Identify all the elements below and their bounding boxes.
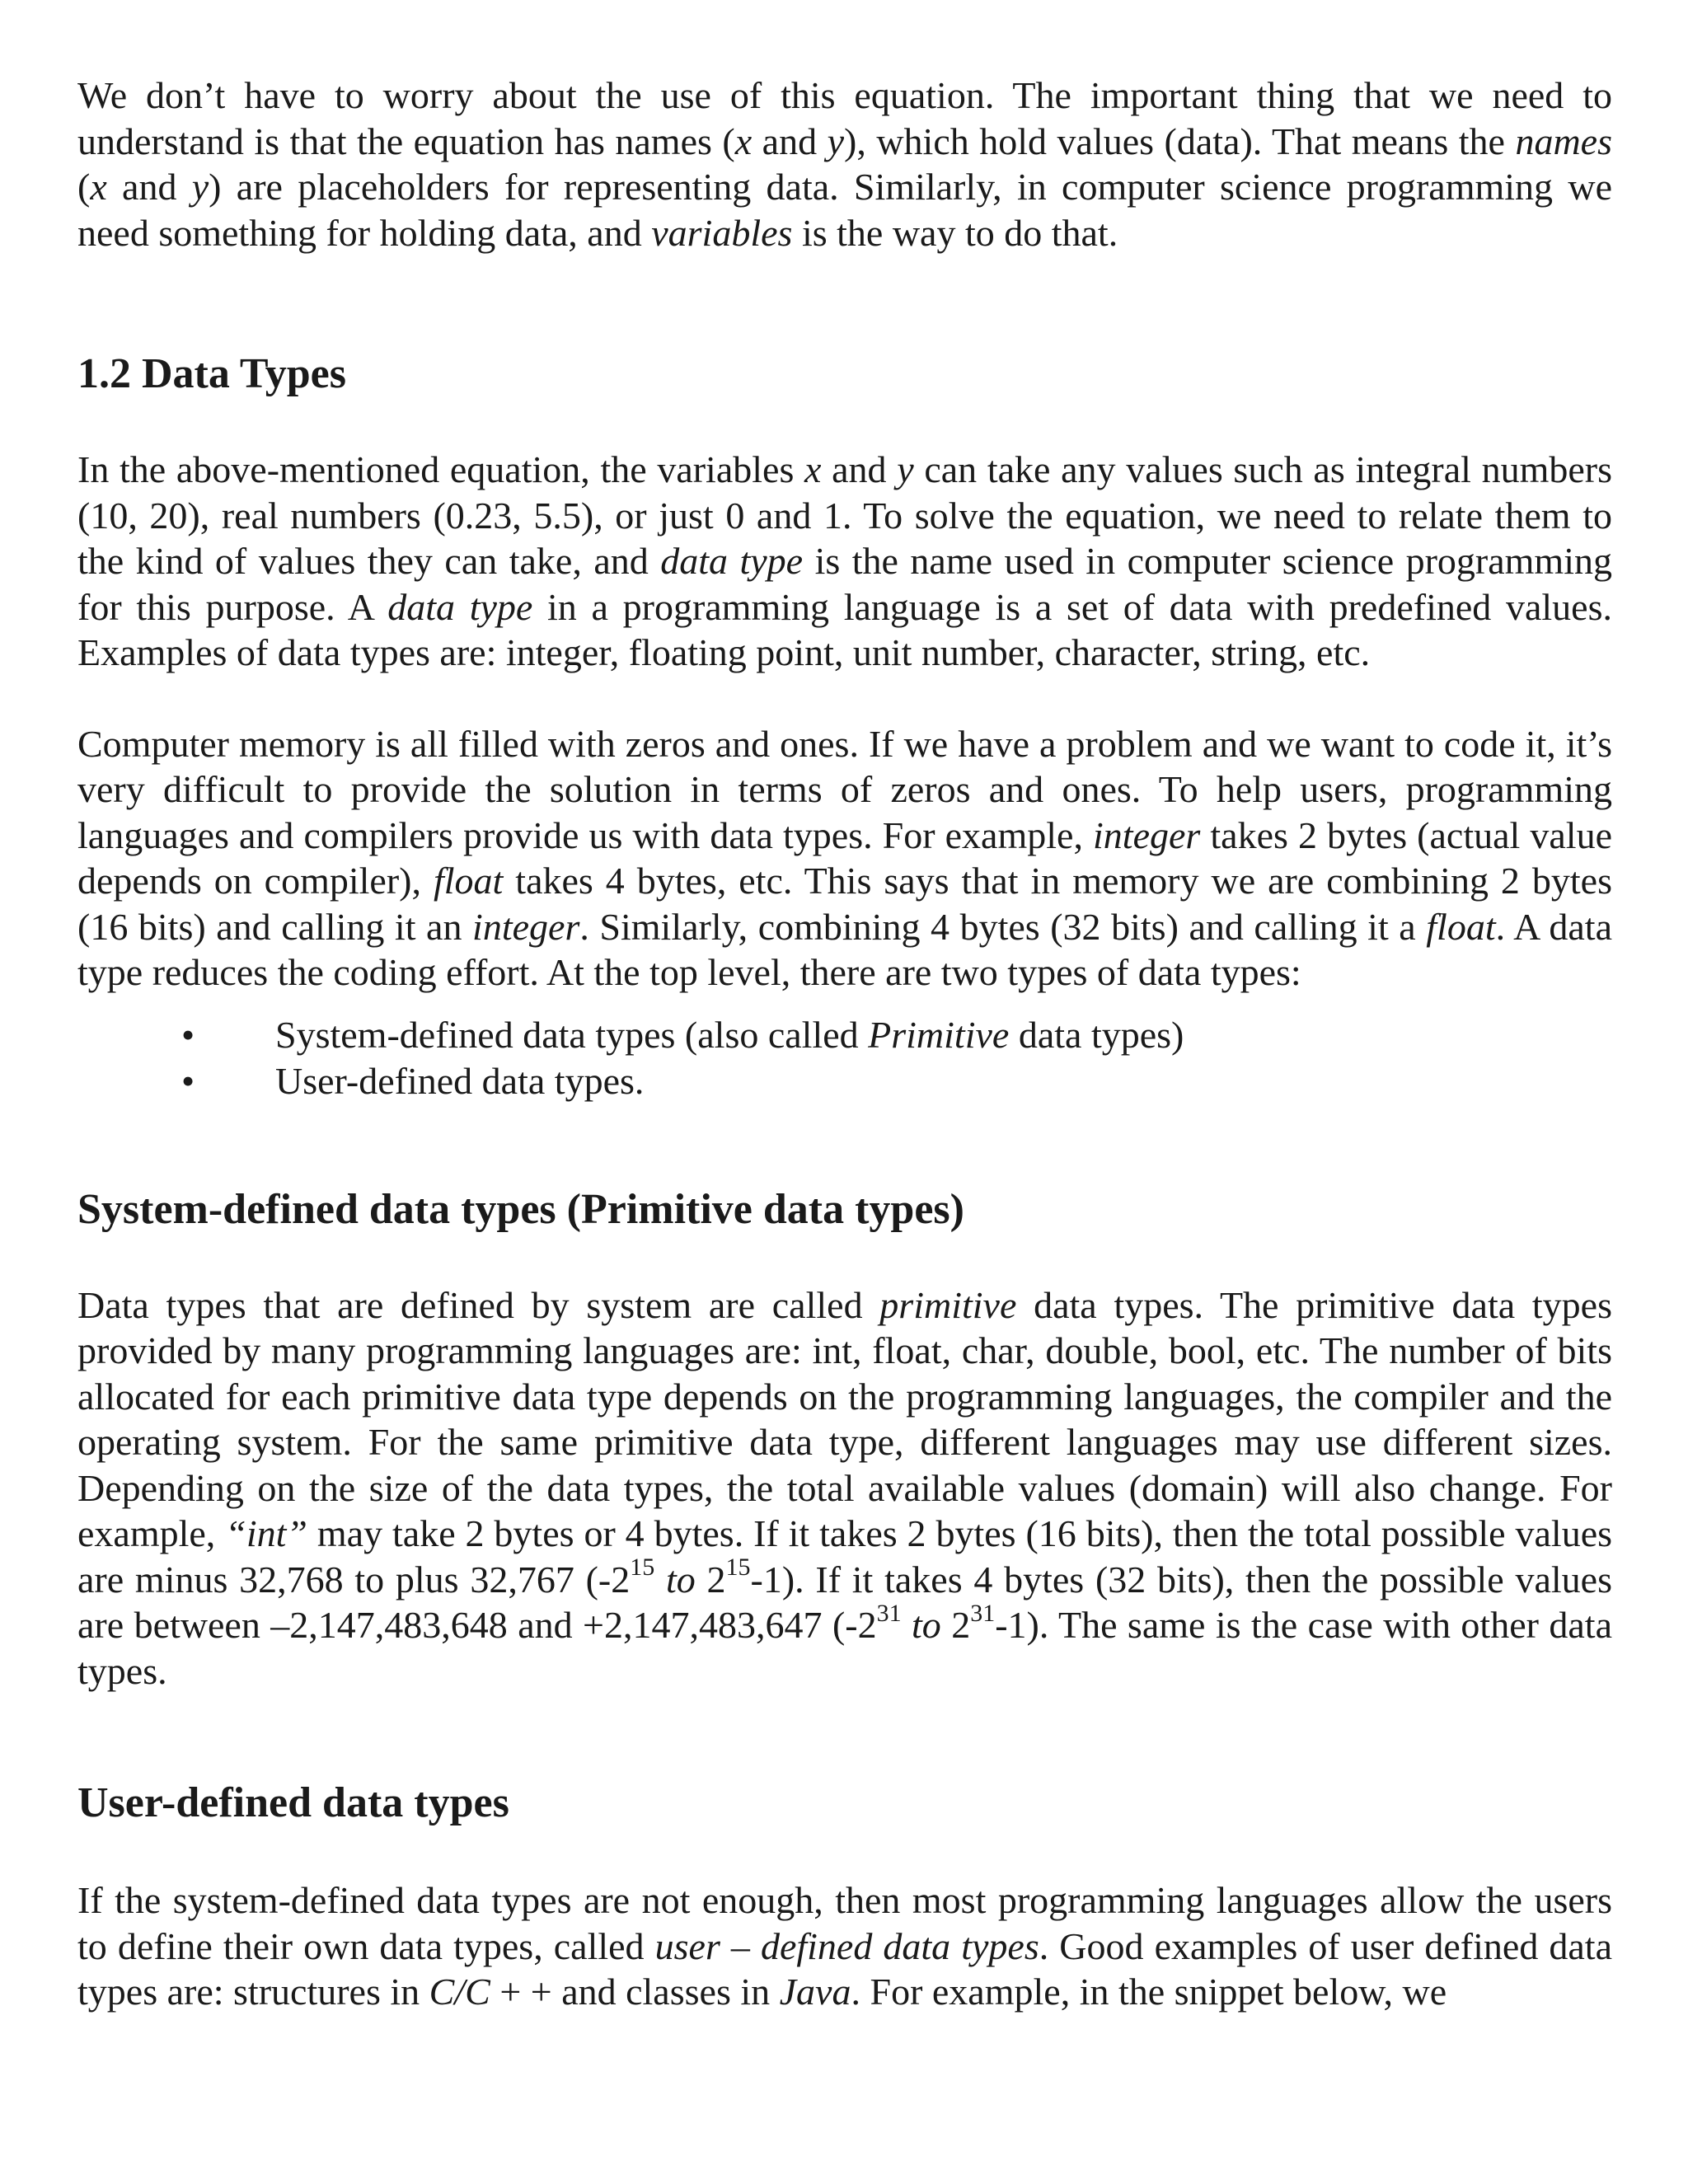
text: 2 — [940, 1604, 971, 1646]
italic-term: integer — [1093, 813, 1201, 856]
italic-term: x — [804, 448, 822, 490]
data-types-bullet-list — [77, 1012, 1612, 1104]
text: User-defined data types. — [275, 1059, 645, 1102]
exponent: 15 — [725, 1554, 751, 1582]
text: + + and classes in — [490, 1971, 780, 2013]
text: System-defined data types (also called — [275, 1013, 869, 1056]
text: may take 2 bytes or 4 bytes. If it takes 2 bytes (16 bits), then the total possible values are minus 32,768 to plus 32,767 (-2 — [77, 1512, 1613, 1601]
paragraph-computer-memory — [77, 721, 1612, 996]
text: can take any values such as integral numbers (10, 20), real numbers (0.23, 5.5), or just 0 and 1. To solve the equation, we need to relate them to the kind of values they can take, and — [77, 448, 1612, 582]
italic-term: names — [1515, 120, 1612, 162]
text: -1). If it takes 4 bytes (32 bits), then the possible values are between –2,147,483,648 and +2,147,483,647 (-2 — [77, 1558, 1612, 1646]
bullet-icon: • — [181, 1059, 195, 1102]
paragraph-user-defined — [77, 1877, 1612, 2015]
italic-term: x — [734, 120, 753, 162]
text: takes 2 bytes (actual value depends on compiler), — [77, 813, 1612, 902]
section-heading-system-defined: System-defined data types (Primitive data types) — [77, 1185, 964, 1233]
document-page — [77, 73, 1612, 2015]
italic-term: float — [1426, 905, 1496, 948]
paragraph-variables-intro — [77, 73, 1612, 255]
text: In the above-mentioned equation, the variables — [77, 448, 805, 490]
italic-term: y — [897, 448, 914, 490]
italic-term: user – defined data types — [654, 1924, 1039, 1967]
italic-term: float — [433, 860, 504, 902]
list-item — [77, 1012, 1612, 1058]
text: We don’t have to worry about the use of this equation. The important thing that we need to understand is that the equation has names ( — [77, 74, 1612, 162]
italic-term: “int” — [225, 1512, 307, 1554]
paragraph-data-types — [77, 447, 1612, 676]
italic-term: to — [901, 1604, 941, 1646]
text: data types) — [1009, 1013, 1184, 1056]
italic-term: integer — [472, 905, 580, 948]
text: takes 4 bytes, etc. This says that in memory we are combining 2 bytes (16 bits) and calling it an — [77, 860, 1612, 948]
text: and — [821, 448, 898, 490]
italic-term: variables — [651, 211, 793, 254]
italic-term: to — [654, 1558, 696, 1601]
text: in a programming language is a set of data with predefined values. Examples of data types are: integer, floating point, unit number, character, string, etc. — [77, 585, 1612, 673]
italic-term: y — [191, 166, 209, 208]
italic-term: x — [90, 166, 107, 208]
text: Computer memory is all filled with zeros and ones. If we have a problem and we want to code it, it’s very difficult to provide the solution in terms of zeros and ones. To help users, programming languages and compilers provide us with data types. For example, — [77, 722, 1612, 856]
exponent: 15 — [630, 1554, 655, 1582]
exponent: 31 — [970, 1599, 996, 1627]
bullet-icon: • — [181, 1013, 195, 1056]
italic-term: primitive — [879, 1283, 1017, 1326]
list-item — [77, 1058, 1612, 1104]
text: is the way to do that. — [792, 211, 1118, 254]
italic-term: Primitive — [868, 1013, 1010, 1056]
text: ( — [77, 166, 91, 208]
exponent: 31 — [876, 1599, 902, 1627]
italic-term: y — [827, 120, 844, 162]
text: -1). The same is the case with other data types. — [77, 1604, 1612, 1692]
text: . Good examples of user defined data types are: structures in — [77, 1924, 1612, 2013]
text: and — [752, 120, 828, 162]
text: . For example, in the snippet below, we — [851, 1971, 1447, 2013]
italic-term: data type — [660, 540, 804, 582]
italic-term: C/C — [429, 1971, 490, 2013]
italic-term: data type — [387, 585, 533, 628]
text: ), which hold values (data). That means the — [844, 120, 1516, 162]
text: 2 — [695, 1558, 726, 1601]
section-heading-data-types: 1.2 Data Types — [77, 350, 346, 397]
text: and — [106, 166, 192, 208]
text: . A data type reduces the coding effort. At the top level, there are two types of data types: — [77, 905, 1613, 993]
text: ) are placeholders for representing data. Similarly, in computer science programming we need something for holding data, and — [77, 166, 1612, 254]
text: is the name used in computer science programming for this purpose. A — [77, 540, 1612, 628]
paragraph-primitive-types — [77, 1282, 1612, 1694]
text: data types. The primitive data types provided by many programming languages are: int, float, char, double, bool, etc. The number of bits allocated for each primitive data type depends on the programming languages, the compiler and the operating system. For the same primitive data type, different languages may use different sizes. Depending on the size of the data types, the total available values (domain) will also change. For example, — [77, 1283, 1612, 1554]
italic-term: Java — [779, 1971, 851, 2013]
text: If the system-defined data types are not enough, then most programming languages allow the users to define their own data types, called — [77, 1879, 1612, 1967]
text: Data types that are defined by system are called — [77, 1283, 880, 1326]
text: . Similarly, combining 4 bytes (32 bits) and calling it a — [579, 905, 1427, 948]
section-heading-user-defined: User-defined data types — [77, 1779, 509, 1826]
